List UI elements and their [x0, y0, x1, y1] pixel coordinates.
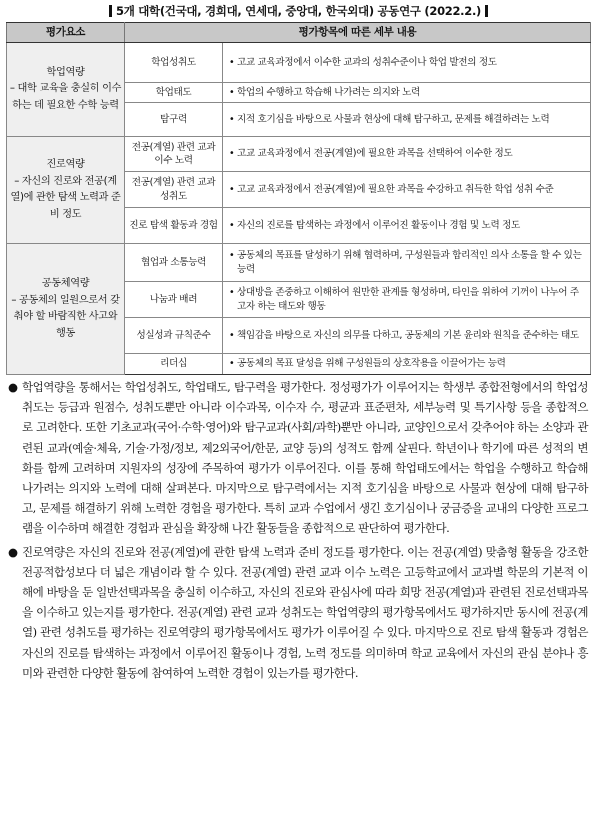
evaluation-criteria-table [6, 22, 591, 375]
item-cell: 리더십 [125, 354, 223, 375]
paragraph-academic [8, 377, 588, 539]
item-cell: 협업과 소통능력 [125, 244, 223, 282]
caption-bar-left [109, 5, 112, 17]
caption-bar-right [485, 5, 488, 17]
desc-cell: • 공동체의 목표 달성을 위해 구성원들의 상호작용을 이끌어가는 능력 [223, 354, 591, 375]
factor-career: 진로역량 – 자신의 진로와 전공(계열)에 관한 탐색 노력과 준비 정도 [7, 137, 125, 244]
header-factor: 평가요소 [7, 23, 125, 43]
item-cell: 나눔과 배려 [125, 282, 223, 318]
table-row [7, 137, 591, 172]
paragraph-career [8, 542, 588, 683]
item-cell: 진로 탐색 활동과 경험 [125, 208, 223, 244]
bullet-icon: ● [8, 544, 18, 559]
item-cell: 학업성취도 [125, 43, 223, 83]
factor-academic: 학업역량 – 대학 교육을 충실히 이수하는 데 필요한 수학 능력 [7, 43, 125, 137]
paragraph-text: 학업역량을 통해서는 학업성취도, 학업태도, 탐구력을 평가한다. 정성평가가 이루어지는 학생부 종합전형에서의 학업성취도는 등급과 원점수, 성취도뿐만 아니라 이수과목, 이수자 수, 평균과 표준편차, 세부능력 및 특기사항 등을 종합적으로 고려한다. 또한 기초교과(국어·수학·영어)와 탐구교과(사회/과학)뿐만 아니라, 교양인으로서 갖추어야 하는 소양과 관련된 교과(예술·체육, 기술·가정/정보, 제2외국어/한문, 교양 등)의 성적도 함께 살핀다. 학년이나 학기에 따른 성적의 변화를 함께 고려하며 지원자의 성장에 주목하여 평가가 이루어진다. 이를 통해 학업태도에서는 학업을 수행하고 학습해 나가려는 의지와 노력에 대해 살펴본다. 마지막으로 탐구력에서는 지적 호기심을 바탕으로 사물과 현상에 대해 탐구하고, 문제를 해결하기 위해 노력한 경험을 평가한다. 특히 교과 수업에서 생긴 호기심이나 궁금증을 교내의 다양한 프로그램을 이수하며 해결한 경험과 관심을 확장해 나간 활동들을 종합적으로 판단하여 평가한다. [22, 380, 588, 536]
table-header-row [7, 23, 591, 43]
desc-cell: • 지적 호기심을 바탕으로 사물과 현상에 대해 탐구하고, 문제를 해결하려는 노력 [223, 103, 591, 137]
caption-text: 5개 대학(건국대, 경희대, 연세대, 중앙대, 한국외대) 공동연구 (2022.2.) [116, 4, 481, 18]
item-cell: 전공(계열) 관련 교과 성취도 [125, 172, 223, 208]
table-caption [0, 3, 597, 19]
item-cell: 학업태도 [125, 83, 223, 103]
desc-cell: • 고교 교육과정에서 전공(계열)에 필요한 과목을 수강하고 취득한 학업 성취 수준 [223, 172, 591, 208]
paragraph-text: 진로역량은 자신의 진로와 전공(계열)에 관한 탐색 노력과 준비 정도를 평가한다. 이는 전공(계열) 맞춤형 활동을 강조한 전공적합성보다 더 넓은 개념이라 할 수 있다. 전공(계열) 관련 교과 이수 노력은 고등학교에서 교과별 학문의 기본적 이해에 바탕을 둔 일반선택과목을 충실히 이수하고, 자신의 진로와 관심사에 따라 희망 전공(계열)과 관련된 진로선택과목을 이수하고 있는지를 평가한다. 전공(계열) 관련 교과 성취도는 학업역량의 평가항목에서도 평가하지만 동시에 전공(계열) 관련 성취도를 평가하는 진로역량의 평가항목에서도 평가가 이루어질 수 있다. 마지막으로 진로 탐색 활동과 경험은 자신의 진로를 탐색하는 과정에서 이루어진 활동이나 경험, 노력 정도를 의미하며 학교 교육에서 자신의 관심 분야나 흥미와 관련한 다양한 활동에 참여하여 노력한 경험이 있는가를 평가한다. [22, 544, 588, 680]
table-row [7, 244, 591, 282]
table-row [7, 43, 591, 83]
body-text [8, 377, 588, 686]
desc-cell: • 고교 교육과정에서 이수한 교과의 성취수준이나 학업 발전의 정도 [223, 43, 591, 83]
item-cell: 전공(계열) 관련 교과 이수 노력 [125, 137, 223, 172]
desc-cell: • 자신의 진로를 탐색하는 과정에서 이루어진 활동이나 경험 및 노력 정도 [223, 208, 591, 244]
item-cell: 성실성과 규칙준수 [125, 318, 223, 354]
desc-cell: • 고교 교육과정에서 전공(계열)에 필요한 과목을 선택하여 이수한 정도 [223, 137, 591, 172]
desc-cell: • 상대방을 존중하고 이해하여 원만한 관계를 형성하며, 타인을 위하여 기꺼이 나누어 주고자 하는 태도와 행동 [223, 282, 591, 318]
desc-cell: • 책임감을 바탕으로 자신의 의무를 다하고, 공동체의 기본 윤리와 원칙을 준수하는 태도 [223, 318, 591, 354]
bullet-icon: ● [8, 380, 18, 394]
item-cell: 탐구력 [125, 103, 223, 137]
desc-cell: • 공동체의 목표를 달성하기 위해 협력하며, 구성원들과 합리적인 의사 소통을 할 수 있는 능력 [223, 244, 591, 282]
header-detail: 평가항목에 따른 세부 내용 [125, 23, 591, 43]
factor-community: 공동체역량 – 공동체의 일원으로서 갖춰야 할 바람직한 사고와 행동 [7, 244, 125, 375]
desc-cell: • 학업의 수행하고 학습해 나가려는 의지와 노력 [223, 83, 591, 103]
